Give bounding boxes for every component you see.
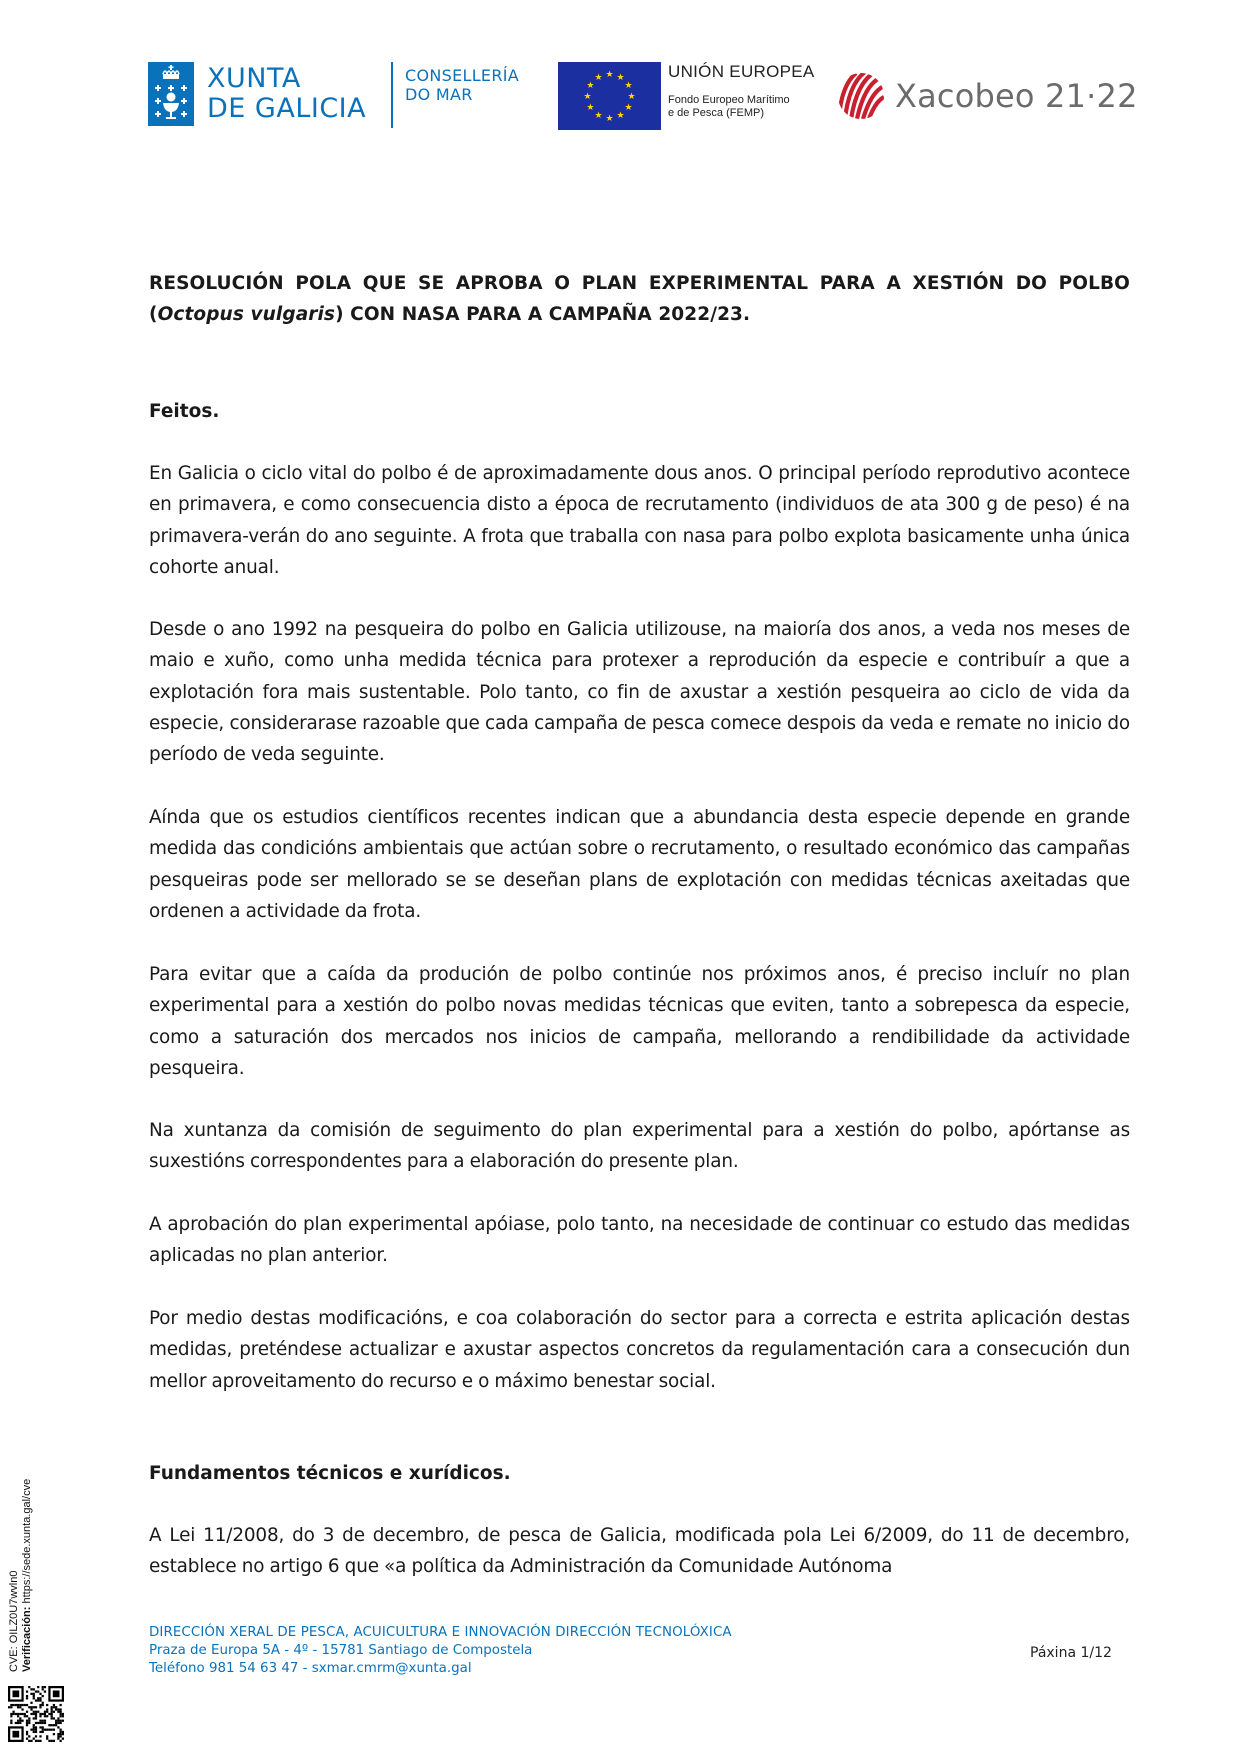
paragraph: Desde o ano 1992 na pesqueira do polbo en Galicia utilizouse, na maioría dos anos, a veda nos meses de maio e xuño, como unha medida técnica para protexer a reprodución da especie e contribuír a que a explotación fora mais sustentable. Polo tanto, co fin de axustar a xestión pesqueira ao ciclo de vida da especie, considerarase razoable que cada campaña de pesca comece despois da veda e remate no inicio do período de veda seguinte. [149, 619, 1130, 766]
paragraph: Na xuntanza da comisión de seguimento do plan experimental para a xestión do polbo, apórtanse as suxestións correspondentes para a elaboración do presente plan. [149, 1120, 1130, 1173]
femp-line1: Fondo Europeo Marítimo [668, 94, 790, 106]
conselleria-line1: CONSELLERÍA [405, 66, 520, 85]
section-heading-fundamentos: Fundamentos técnicos e xurídicos. [149, 1463, 511, 1484]
paragraph: En Galicia o ciclo vital do polbo é de aproximadamente dous anos. O principal período reprodutivo acontece en primavera, e como consecuencia disto a época de recrutamento (individuos de ata 300 g de peso) é na primavera-verán do ano seguinte. A frota que traballa con nasa para polbo explota basicamente unha única cohorte anual. [149, 463, 1130, 578]
eu-star-icon: ★ [627, 92, 636, 102]
paragraph: Por medio destas modificacións, e coa colaboración do sector para a correcta e estrita aplicación destas medidas, preténdese actualizar e axustar aspectos concretos da regulamentación cara a consecución dun mellor aproveitamento do recurso e o máximo benestar social. [149, 1308, 1130, 1392]
paragraph: A aprobación do plan experimental apóiase, polo tanto, na necesidade de continuar co estudo das medidas aplicadas no plan anterior. [149, 1214, 1130, 1267]
paragraph: Aínda que os estudios científicos recentes indican que a abundancia desta especie depende en grande medida das condicións ambientais que actúan sobre o recrutamento, o resultado económico das campañas pesqueiras pode ser mellorado se se deseñan plans de explotación con medidas técnicas axeitadas que ordenen a actividade da frota. [149, 807, 1130, 922]
xunta-wordmark [207, 64, 366, 124]
xunta-line1: XUNTA [207, 63, 301, 94]
cve-code: CVE: OILZ0U7wvln0 [8, 1570, 20, 1672]
eu-title: UNIÓN EUROPEA [668, 62, 815, 81]
verification-url[interactable]: https://sede.xunta.gal/cve [21, 1478, 33, 1604]
eu-star-icon: ★ [594, 72, 603, 83]
page-number: Páxina 1/12 [1030, 1645, 1112, 1661]
eu-star-icon: ★ [624, 81, 633, 91]
footer-address: Praza de Europa 5A - 4º - 15781 Santiago de Compostela [149, 1643, 533, 1658]
eu-star-icon: ★ [586, 81, 595, 91]
document-header [0, 0, 1240, 170]
document-title-block [149, 268, 1130, 330]
title-part2: ) CON NASA PARA A CAMPAÑA 2022/23. [335, 304, 751, 325]
xunta-line2: DE GALICIA [207, 93, 367, 124]
paragraph-fundamentos: A Lei 11/2008, do 3 de decembro, de pesca de Galicia, modificada pola Lei 6/2009, do 11 de decembro, establece no artigo 6 que «a política da Administración da Comunidade Autónoma [149, 1525, 1130, 1578]
section-heading-feitos: Feitos. [149, 401, 220, 422]
paragraph: Para evitar que a caída da produción de polbo continúe nos próximos anos, é preciso incluír no plan experimental para a xestión do polbo novas medidas técnicas que eviten, tanto a sobrepesca da especie, como a saturación dos mercados nos inicios de campaña, mellorando a rendibilidade da actividade pesqueira. [149, 964, 1130, 1079]
qr-code-icon[interactable] [8, 1686, 64, 1742]
femp-line2: e de Pesca (FEMP) [668, 107, 764, 119]
eu-star-icon: ★ [616, 111, 625, 122]
conselleria-label [405, 66, 519, 104]
verification-label: Verificación: [21, 1606, 33, 1672]
eu-fund-label [668, 62, 815, 120]
title-part1: RESOLUCIÓN POLA QUE SE APROBA O PLAN EXPERIMENTAL PARA A XESTIÓN DO POLBO ( [149, 273, 1130, 325]
eu-star-icon: ★ [605, 114, 614, 124]
verification-strip [8, 1479, 34, 1672]
xacobeo-logo [835, 72, 1138, 120]
eu-star-icon: ★ [583, 92, 592, 102]
document-title [149, 268, 1130, 330]
footer-contact [149, 1624, 732, 1678]
eu-star-icon: ★ [586, 103, 595, 113]
scallop-shell-icon [835, 72, 885, 120]
galicia-shield-icon [148, 62, 194, 126]
title-species: Octopus vulgaris [157, 304, 336, 325]
eu-flag-icon [558, 62, 661, 130]
eu-star-icon: ★ [594, 111, 603, 122]
eu-star-icon: ★ [624, 103, 633, 113]
footer-department: DIRECCIÓN XERAL DE PESCA, ACUICULTURA E INNOVACIÓN DIRECCIÓN TECNOLÓXICA [149, 1625, 732, 1640]
conselleria-line2: DO MAR [405, 85, 473, 104]
footer-phone-email: Teléfono 981 54 63 47 - sxmar.cmrm@xunta.gal [149, 1661, 472, 1676]
eu-star-icon: ★ [605, 70, 614, 80]
eu-logo [558, 62, 661, 130]
xunta-logo [148, 62, 366, 126]
femp-label [668, 94, 815, 120]
xacobeo-wordmark: Xacobeo 21·22 [895, 77, 1138, 115]
logo-divider [391, 62, 393, 128]
eu-star-icon: ★ [616, 72, 625, 83]
